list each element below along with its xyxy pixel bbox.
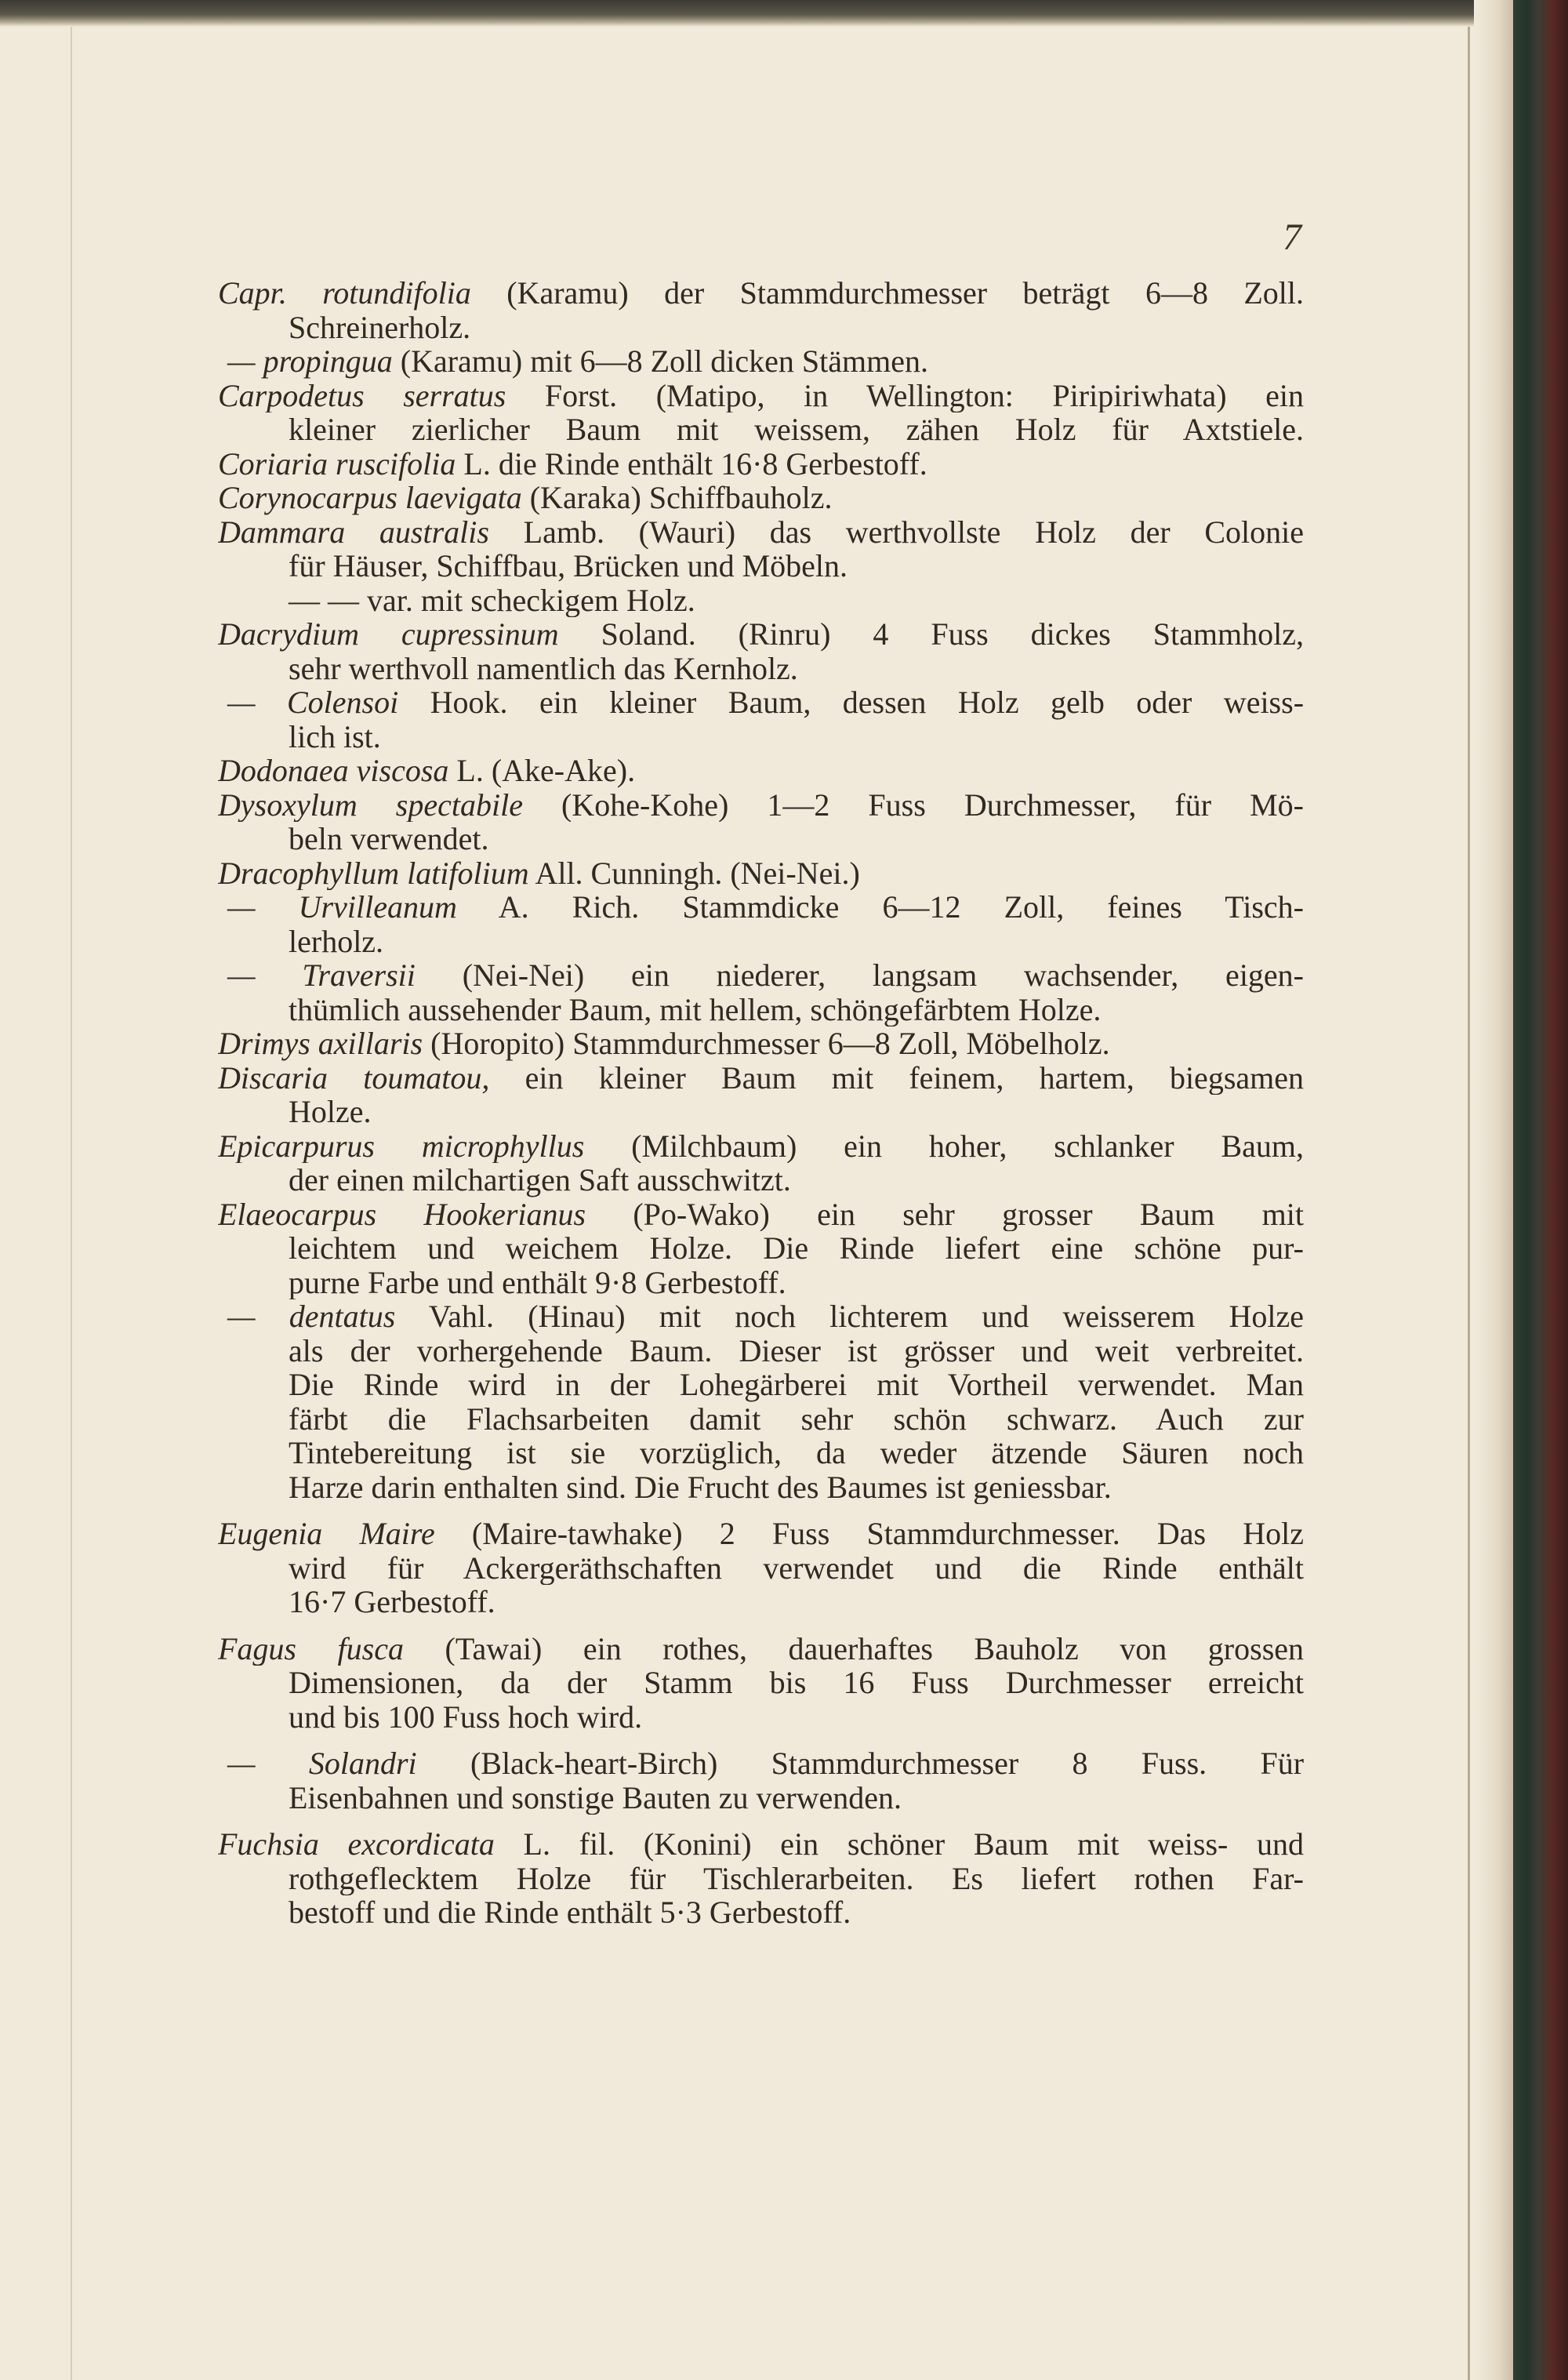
text-line: [218, 515, 1304, 550]
description-text: (Kohe-Kohe) 1—2 Fuss Durchmesser, für Mö-: [561, 787, 1304, 822]
text-line: [218, 993, 1304, 1027]
text-line: [218, 1197, 1304, 1232]
description-text: (Karamu) der Stammdurchmesser beträgt 6—8 Zoll.: [506, 276, 1304, 311]
description-text: L. fil. (Konini) ein schöner Baum mit weiss- und: [523, 1827, 1304, 1862]
description-text: lerholz.: [289, 924, 384, 958]
description-text: (Tawai) ein rothes, dauerhaftes Bauholz von grossen: [445, 1631, 1304, 1666]
description-text: 16·7 Gerbestoff.: [289, 1585, 495, 1619]
text-line: [218, 1026, 1304, 1061]
species-name: — Solandri: [227, 1746, 417, 1781]
description-text: A. Rich. Stammdicke 6—12 Zoll, feines Tisch-: [498, 890, 1304, 925]
text-line: [218, 1827, 1304, 1862]
description-text: der einen milchartigen Saft ausschwitzt.: [289, 1163, 791, 1197]
description-text: lich ist.: [289, 719, 381, 754]
species-name: Dodonaea viscosa: [218, 754, 449, 788]
text-line: [218, 1061, 1304, 1096]
description-text: (Po-Wako) ein sehr grosser Baum mit: [633, 1197, 1304, 1231]
description-text: leichtem und weichem Holze. Die Rinde liefert eine schöne pur-: [289, 1231, 1304, 1266]
species-name: — Traversii: [227, 958, 416, 993]
species-name: Fuchsia excordicata: [218, 1827, 495, 1862]
description-text: (Milchbaum) ein hoher, schlanker Baum,: [631, 1128, 1304, 1163]
scan-top-edge: [0, 0, 1513, 27]
text-line: [218, 344, 1304, 379]
text-line: [218, 1585, 1304, 1619]
page-right-edge-line: [1468, 27, 1470, 2380]
species-name: — Urvilleanum: [227, 890, 457, 925]
species-name: Elaeocarpus Hookerianus: [218, 1197, 586, 1231]
text-line: [218, 617, 1304, 652]
text-line: [218, 788, 1304, 823]
description-text: wird für Ackergeräthschaften verwendet und die Rinde enthält: [289, 1550, 1304, 1585]
text-line: [218, 1470, 1304, 1505]
text-block: [218, 276, 1304, 1930]
description-text: und bis 100 Fuss hoch wird.: [289, 1699, 643, 1734]
description-text: ein kleiner Baum mit feinem, hartem, biegsamen: [524, 1060, 1304, 1095]
text-line: [218, 412, 1304, 447]
description-text: für Häuser, Schiffbau, Brücken und Möbeln.: [289, 549, 848, 583]
text-line: [218, 1666, 1304, 1700]
text-line: [218, 276, 1304, 311]
text-line: [218, 1551, 1304, 1586]
text-line: [218, 856, 1304, 891]
description-text: Vahl. (Hinau) mit noch lichterem und weisserem Holze: [428, 1299, 1304, 1334]
description-text: beln verwendet.: [289, 822, 489, 856]
description-text: (Maire-tawhake) 2 Fuss Stammdurchmesser. Das Holz: [471, 1517, 1304, 1551]
text-line: [218, 890, 1304, 925]
species-name: — propingua: [227, 344, 393, 379]
description-text: (Horopito) Stammdurchmesser 6—8 Zoll, Möbelholz.: [430, 1026, 1110, 1061]
species-name: Epicarpurus microphyllus: [218, 1128, 585, 1163]
species-name: Fagus fusca: [218, 1631, 404, 1666]
species-name: Drimys axillaris: [218, 1026, 423, 1061]
description-text: Die Rinde wird in der Lohegärberei mit Vortheil verwendet. Man: [289, 1368, 1304, 1402]
page-left-edge-line: [71, 27, 72, 2380]
text-line: [218, 958, 1304, 993]
description-text: sehr werthvoll namentlich das Kernholz.: [289, 651, 798, 685]
text-line: [218, 1746, 1304, 1781]
description-text: All. Cunningh. (Nei-Nei.): [535, 856, 860, 890]
text-line: [218, 583, 1304, 618]
description-text: L. (Ake-Ake).: [456, 754, 636, 788]
text-line: [218, 685, 1304, 720]
species-name: Corynocarpus laevigata: [218, 481, 522, 515]
text-line: [218, 1402, 1304, 1437]
description-text: Schreinerholz.: [289, 310, 471, 344]
species-name: — Colensoi: [227, 685, 399, 720]
description-text: Dimensionen, da der Stamm bis 16 Fuss Durchmesser erreicht: [289, 1666, 1304, 1700]
species-name: Carpodetus serratus: [218, 378, 506, 412]
text-line: [218, 1700, 1304, 1735]
species-name: Dysoxylum spectabile: [218, 787, 523, 822]
description-text: Harze darin enthalten sind. Die Frucht des Baumes ist geniessbar.: [289, 1470, 1112, 1504]
description-text: (Nei-Nei) ein niederer, langsam wachsender, eigen-: [462, 958, 1304, 993]
description-text: Lamb. (Wauri) das werthvollste Holz der Colonie: [523, 514, 1304, 549]
description-text: als der vorhergehende Baum. Dieser ist grösser und weit verbreitet.: [289, 1333, 1304, 1368]
species-name: — dentatus: [227, 1299, 396, 1334]
species-name: Discaria toumatou,: [218, 1060, 490, 1095]
species-name: Dracophyllum latifolium: [218, 856, 529, 890]
description-text: purne Farbe und enthält 9·8 Gerbestoff.: [289, 1265, 786, 1299]
description-text: (Karamu) mit 6—8 Zoll dicken Stämmen.: [400, 344, 928, 379]
description-text: thümlich aussehender Baum, mit hellem, schöngefärbtem Holze.: [289, 992, 1102, 1026]
text-line: [218, 1129, 1304, 1164]
text-line: [218, 1862, 1304, 1896]
text-line: [218, 1095, 1304, 1129]
text-line: [218, 652, 1304, 686]
description-text: (Karaka) Schiffbauholz.: [529, 481, 833, 515]
text-line: [218, 447, 1304, 481]
description-text: — — var. mit scheckigem Holz.: [289, 583, 695, 617]
text-line: [218, 1163, 1304, 1197]
description-text: L. die Rinde enthält 16·8 Gerbestoff.: [463, 446, 927, 481]
description-text: (Black-heart-Birch) Stammdurchmesser 8 Fuss. Für: [470, 1746, 1304, 1781]
description-text: Hook. ein kleiner Baum, dessen Holz gelb oder weiss-: [430, 685, 1304, 720]
species-name: Eugenia Maire: [218, 1517, 435, 1551]
text-line: [218, 1368, 1304, 1402]
page-fore-edge: [1474, 0, 1513, 2380]
species-name: Capr. rotundifolia: [218, 276, 471, 311]
species-name: Dacrydium cupressinum: [218, 617, 559, 652]
description-text: Soland. (Rinru) 4 Fuss dickes Stammholz,: [601, 617, 1304, 652]
text-line: [218, 822, 1304, 856]
description-text: rothgeflecktem Holze für Tischlerarbeiten. Es liefert rothen Far-: [289, 1861, 1304, 1895]
text-line: [218, 1299, 1304, 1334]
page-number: 7: [1283, 216, 1301, 258]
text-line: [218, 1632, 1304, 1666]
description-text: Tintebereitung ist sie vorzüglich, da weder ätzende Säuren noch: [289, 1436, 1304, 1470]
text-line: [218, 720, 1304, 754]
text-line: [218, 1517, 1304, 1551]
description-text: bestoff und die Rinde enthält 5·3 Gerbestoff.: [289, 1895, 851, 1930]
text-line: [218, 481, 1304, 515]
text-line: [218, 549, 1304, 583]
text-line: [218, 1781, 1304, 1815]
species-name: Coriaria ruscifolia: [218, 446, 456, 481]
text-line: [218, 754, 1304, 788]
book-binding-edge: [1513, 0, 1568, 2380]
description-text: färbt die Flachsarbeiten damit sehr schön schwarz. Auch zur: [289, 1401, 1304, 1436]
description-text: Holze.: [289, 1095, 372, 1129]
description-text: kleiner zierlicher Baum mit weissem, zähen Holz für Axtstiele.: [289, 412, 1304, 447]
text-line: [218, 1436, 1304, 1470]
text-line: [218, 311, 1304, 345]
text-line: [218, 1334, 1304, 1368]
text-line: [218, 379, 1304, 413]
text-line: [218, 1895, 1304, 1930]
description-text: Forst. (Matipo, in Wellington: Piripiriwhata) ein: [544, 378, 1304, 412]
text-line: [218, 1266, 1304, 1300]
text-line: [218, 925, 1304, 959]
description-text: Eisenbahnen und sonstige Bauten zu verwenden.: [289, 1780, 902, 1815]
species-name: Dammara australis: [218, 514, 489, 549]
text-line: [218, 1231, 1304, 1266]
